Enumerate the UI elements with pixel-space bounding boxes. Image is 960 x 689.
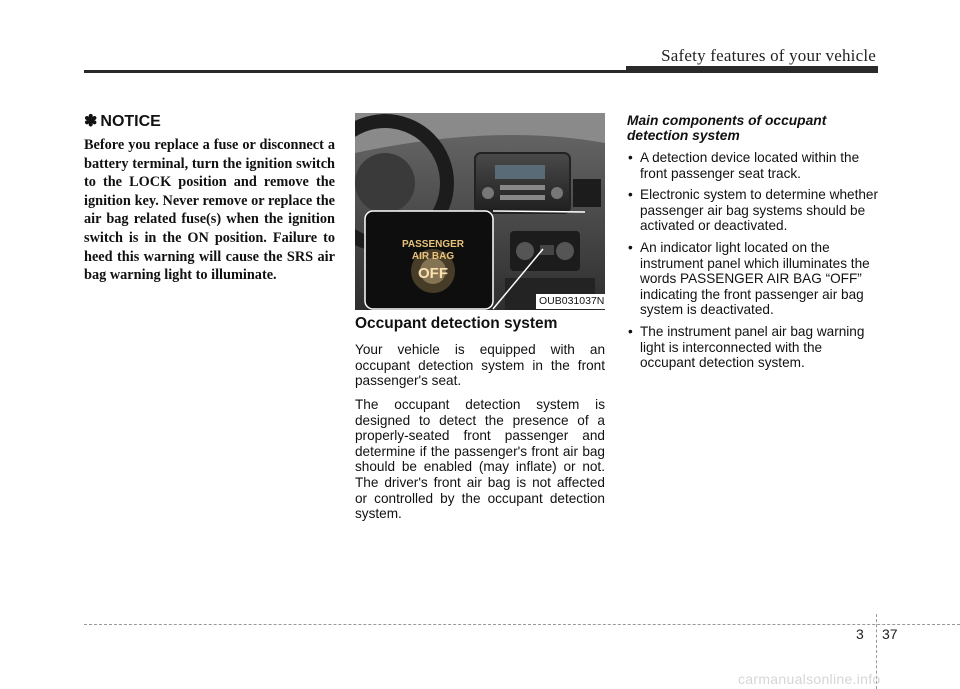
dashboard-illustration: [355, 113, 605, 310]
components-list: [627, 150, 879, 377]
components-title: Main components of occupant detection system: [627, 113, 827, 143]
chapter-number: 3: [856, 626, 864, 642]
page-number: 37: [882, 626, 898, 642]
list-item: • An indicator light located on the instrument panel which illuminates the words PASSENGER AIR BAG “OFF” indicating the front passenger air bag system is deactivated.: [628, 239, 870, 318]
notice-title: NOTICE: [100, 113, 161, 130]
section-paragraph-1: Your vehicle is equipped with an occupant detection system in the front passenger's seat.: [355, 342, 605, 389]
bullet-icon: •: [628, 150, 633, 165]
indicator-off-text: OFF: [418, 265, 448, 282]
bullet-icon: •: [628, 187, 633, 203]
section-paragraph-2: The occupant detection system is designed to detect the presence of a properly-seated front passenger and determine if the passenger's front air bag should be enabled (may inflate) or not. The driver's front air bag is not affected or controlled by the occupant detection system.: [355, 397, 605, 522]
footer-divider: [84, 624, 960, 625]
section-title: Occupant detection system: [355, 315, 558, 332]
dashboard-photo: [355, 113, 605, 310]
list-item: • Electronic system to determine whether passenger air bag systems should be activated or deactivated.: [628, 187, 878, 234]
page-header-title: Safety features of your vehicle: [661, 46, 876, 65]
indicator-airbag-text: AIR BAG: [411, 251, 455, 262]
bullet-icon: •: [628, 239, 633, 255]
list-item: • A detection device located within the front passenger seat track.: [628, 150, 860, 181]
indicator-passenger-text: PASSENGER: [401, 239, 465, 250]
notice-heading: [84, 111, 161, 131]
header-divider-accent: [626, 66, 878, 72]
list-item: • The instrument panel air bag warning light is interconnected with the occupant detection system.: [628, 323, 865, 371]
figure-code: OUB031037N: [536, 294, 607, 309]
notice-mark-icon: ✽: [84, 113, 98, 130]
notice-body: Before you replace a fuse or disconnect a battery terminal, turn the ignition switch to the LOCK position and remove the ignition key. Never remove or replace the air bag related fuse(s) when the ignition switch is in the ON position. Failure to heed this warning will cause the SRS air bag warning light to illuminate.: [84, 137, 335, 284]
bullet-icon: •: [628, 323, 633, 339]
watermark: carmanualsonline.info: [738, 671, 881, 687]
